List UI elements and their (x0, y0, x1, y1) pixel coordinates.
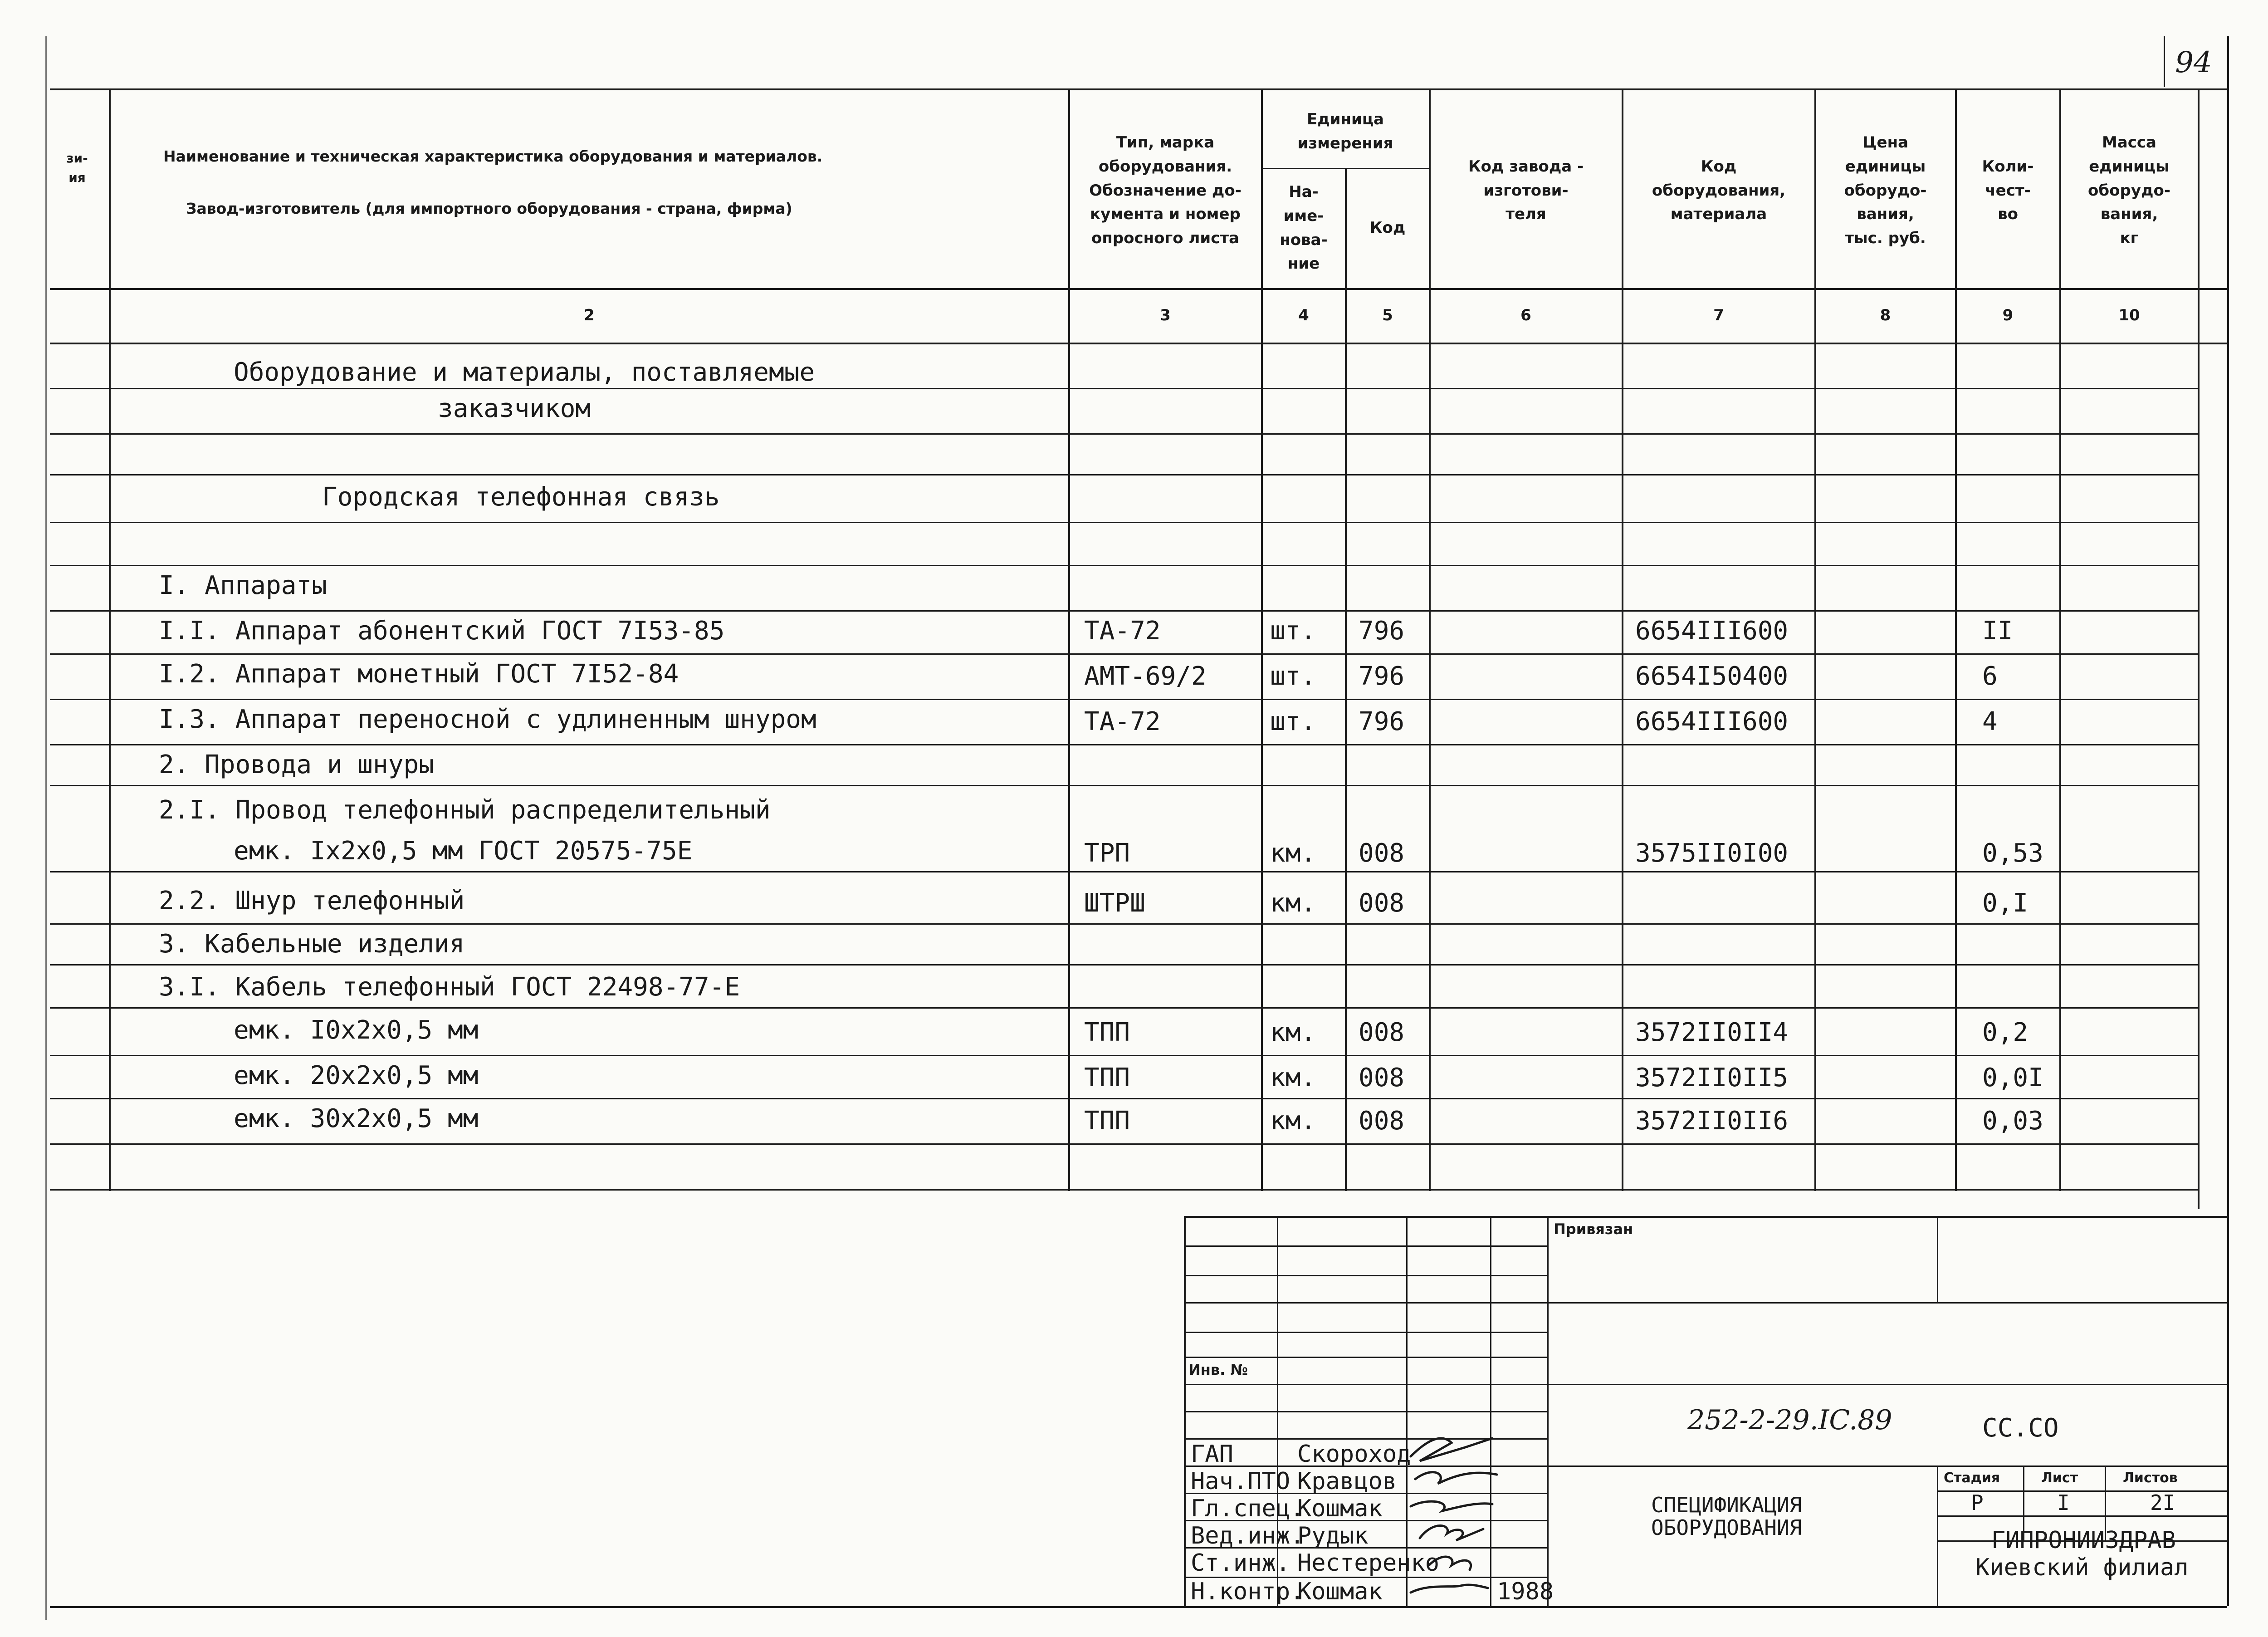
row-type: ТПП (1084, 1106, 1130, 1136)
row-unit: км. (1270, 888, 1316, 918)
row-name: 2.I. Провод телефонный распределительный (159, 795, 771, 825)
document-code: 252-2-29.IC.89 (1687, 1404, 1892, 1436)
organization-line1: ГИПРОНИИЗДРАВ (1991, 1527, 2176, 1554)
header-col3: Тип, марка оборудования. Обозначение до- кумента и номер опросного листа (1089, 133, 1242, 248)
header-col2-line1: Наименование и техническая характеристика оборудования и материалов. (163, 147, 823, 166)
header-col8: Цена единицы оборудо- вания, тыс. руб. (1844, 133, 1927, 248)
row-name: 2.2. Шнур телефонный (159, 886, 465, 916)
row-name: 2. Провода и шнуры (159, 750, 434, 779)
row-qty: II (1982, 616, 2013, 646)
row-type: ТПП (1084, 1017, 1130, 1047)
column-number: 10 (2118, 306, 2140, 324)
role-label: Ст.инж. (1191, 1549, 1290, 1577)
stage-label: Стадия (1944, 1470, 2000, 1486)
row-qty: 6 (1982, 661, 1998, 691)
row-item-code: 3572II0II4 (1635, 1017, 1789, 1047)
column-number: 3 (1160, 306, 1171, 324)
row-unit-code: 796 (1359, 616, 1405, 646)
column-number: 4 (1298, 306, 1309, 324)
row-qty: 4 (1982, 706, 1998, 736)
row-name: 3. Кабельные изделия (159, 929, 465, 959)
role-label: Нач.ПТО (1191, 1468, 1290, 1495)
header-col5: Код (1369, 219, 1406, 237)
header-col7: Код оборудования, материала (1652, 157, 1786, 224)
row-unit-code: 008 (1359, 888, 1405, 918)
header-col1: зи- ия (66, 150, 88, 185)
row-item-code: 6654III600 (1635, 616, 1789, 646)
row-unit: км. (1270, 838, 1316, 868)
stage-value: Р (1971, 1490, 1984, 1515)
document-title-line1: СПЕЦИФИКАЦИЯ (1651, 1493, 1802, 1517)
row-unit-code: 008 (1359, 1017, 1405, 1047)
column-number: 9 (2002, 306, 2014, 324)
row-type: ТА-72 (1084, 706, 1161, 736)
row-type: ТРП (1084, 838, 1130, 868)
row-item-code: 3575II0I00 (1635, 838, 1789, 868)
row-name: 3.I. Кабель телефонный ГОСТ 22498-77-Е (159, 972, 740, 1002)
row-name: заказчиком (438, 393, 591, 423)
row-type: ТПП (1084, 1063, 1130, 1093)
header-col6: Код завода - изготови- теля (1468, 157, 1584, 224)
row-unit: км. (1270, 1017, 1316, 1047)
column-number: 6 (1520, 306, 1531, 324)
signature-marks (1402, 1429, 1520, 1602)
page-number: 94 (2175, 46, 2212, 79)
column-number: 5 (1382, 306, 1393, 324)
row-qty: 0,2 (1982, 1017, 2028, 1047)
row-name: Оборудование и материалы, поставляемые (234, 357, 815, 387)
row-unit: шт. (1270, 706, 1316, 736)
row-name: I.2. Аппарат монетный ГОСТ 7I52-84 (159, 659, 679, 689)
row-name: емк. Iх2х0,5 мм ГОСТ 20575-75Е (234, 836, 693, 866)
row-item-code: 6654I50400 (1635, 661, 1789, 691)
role-label: Н.контр. (1191, 1578, 1305, 1605)
row-name: I.I. Аппарат абонентский ГОСТ 7I53-85 (159, 616, 725, 646)
row-unit-code: 008 (1359, 1106, 1405, 1136)
privyazan-label: Привязан (1554, 1220, 1633, 1238)
person-name: Скороход (1297, 1441, 1411, 1468)
role-label: Вед.инж. (1191, 1522, 1305, 1549)
row-name: емк. 20х2х0,5 мм (234, 1060, 479, 1090)
sheet-value: I (2057, 1490, 2070, 1515)
date-year: 1988 (1497, 1578, 1554, 1605)
role-label: Гл.спец. (1191, 1495, 1305, 1522)
row-unit: шт. (1270, 661, 1316, 691)
row-unit-code: 796 (1359, 706, 1405, 736)
row-name: Городская телефонная связь (322, 482, 720, 512)
row-qty: 0,I (1982, 888, 2028, 918)
person-name: Кошмак (1297, 1578, 1383, 1605)
row-name: I.3. Аппарат переносной с удлиненным шнуром (159, 704, 816, 734)
header-col9: Коли- чест- во (1982, 157, 2034, 224)
row-item-code: 3572II0II5 (1635, 1063, 1789, 1093)
row-qty: 0,0I (1982, 1063, 2043, 1093)
row-name: емк. 30х2х0,5 мм (234, 1103, 479, 1133)
row-unit-code: 008 (1359, 838, 1405, 868)
row-unit: км. (1270, 1106, 1316, 1136)
row-type: АМТ-69/2 (1084, 661, 1207, 691)
row-name: I. Аппараты (159, 570, 327, 600)
header-col2-line2: Завод-изготовитель (для импортного оборудования - страна, фирма) (186, 200, 792, 218)
sheet-label: Лист (2041, 1470, 2078, 1486)
row-qty: 0,53 (1982, 838, 2043, 868)
role-label: ГАП (1191, 1441, 1233, 1468)
document-title-line2: ОБОРУДОВАНИЯ (1651, 1515, 1802, 1540)
row-type: ШТРШ (1084, 888, 1145, 918)
person-name: Нестеренко (1297, 1549, 1440, 1577)
row-unit: км. (1270, 1063, 1316, 1093)
row-unit-code: 008 (1359, 1063, 1405, 1093)
header-col4: На- име- нова- ние (1280, 183, 1328, 273)
person-name: Кошмак (1297, 1495, 1383, 1522)
sheets-value: 2I (2150, 1490, 2175, 1515)
column-number: 2 (584, 306, 595, 324)
column-number: 7 (1713, 306, 1724, 324)
person-name: Кравцов (1297, 1468, 1397, 1495)
header-unit-group: Единица измерения (1297, 110, 1393, 152)
row-type: ТА-72 (1084, 616, 1161, 646)
column-number: 8 (1880, 306, 1891, 324)
person-name: Рудык (1297, 1522, 1369, 1549)
row-item-code: 3572II0II6 (1635, 1106, 1789, 1136)
row-item-code: 6654III600 (1635, 706, 1789, 736)
row-unit: шт. (1270, 616, 1316, 646)
row-qty: 0,03 (1982, 1106, 2043, 1136)
sheets-label: Листов (2123, 1470, 2178, 1486)
organization-line2: Киевский филиал (1975, 1554, 2189, 1581)
document-mark: СС.СО (1982, 1413, 2059, 1443)
row-unit-code: 796 (1359, 661, 1405, 691)
header-col10: Масса единицы оборудо- вания, кг (2088, 133, 2170, 248)
row-name: емк. I0х2х0,5 мм (234, 1015, 479, 1045)
inventory-number-label: Инв. № (1188, 1361, 1248, 1378)
